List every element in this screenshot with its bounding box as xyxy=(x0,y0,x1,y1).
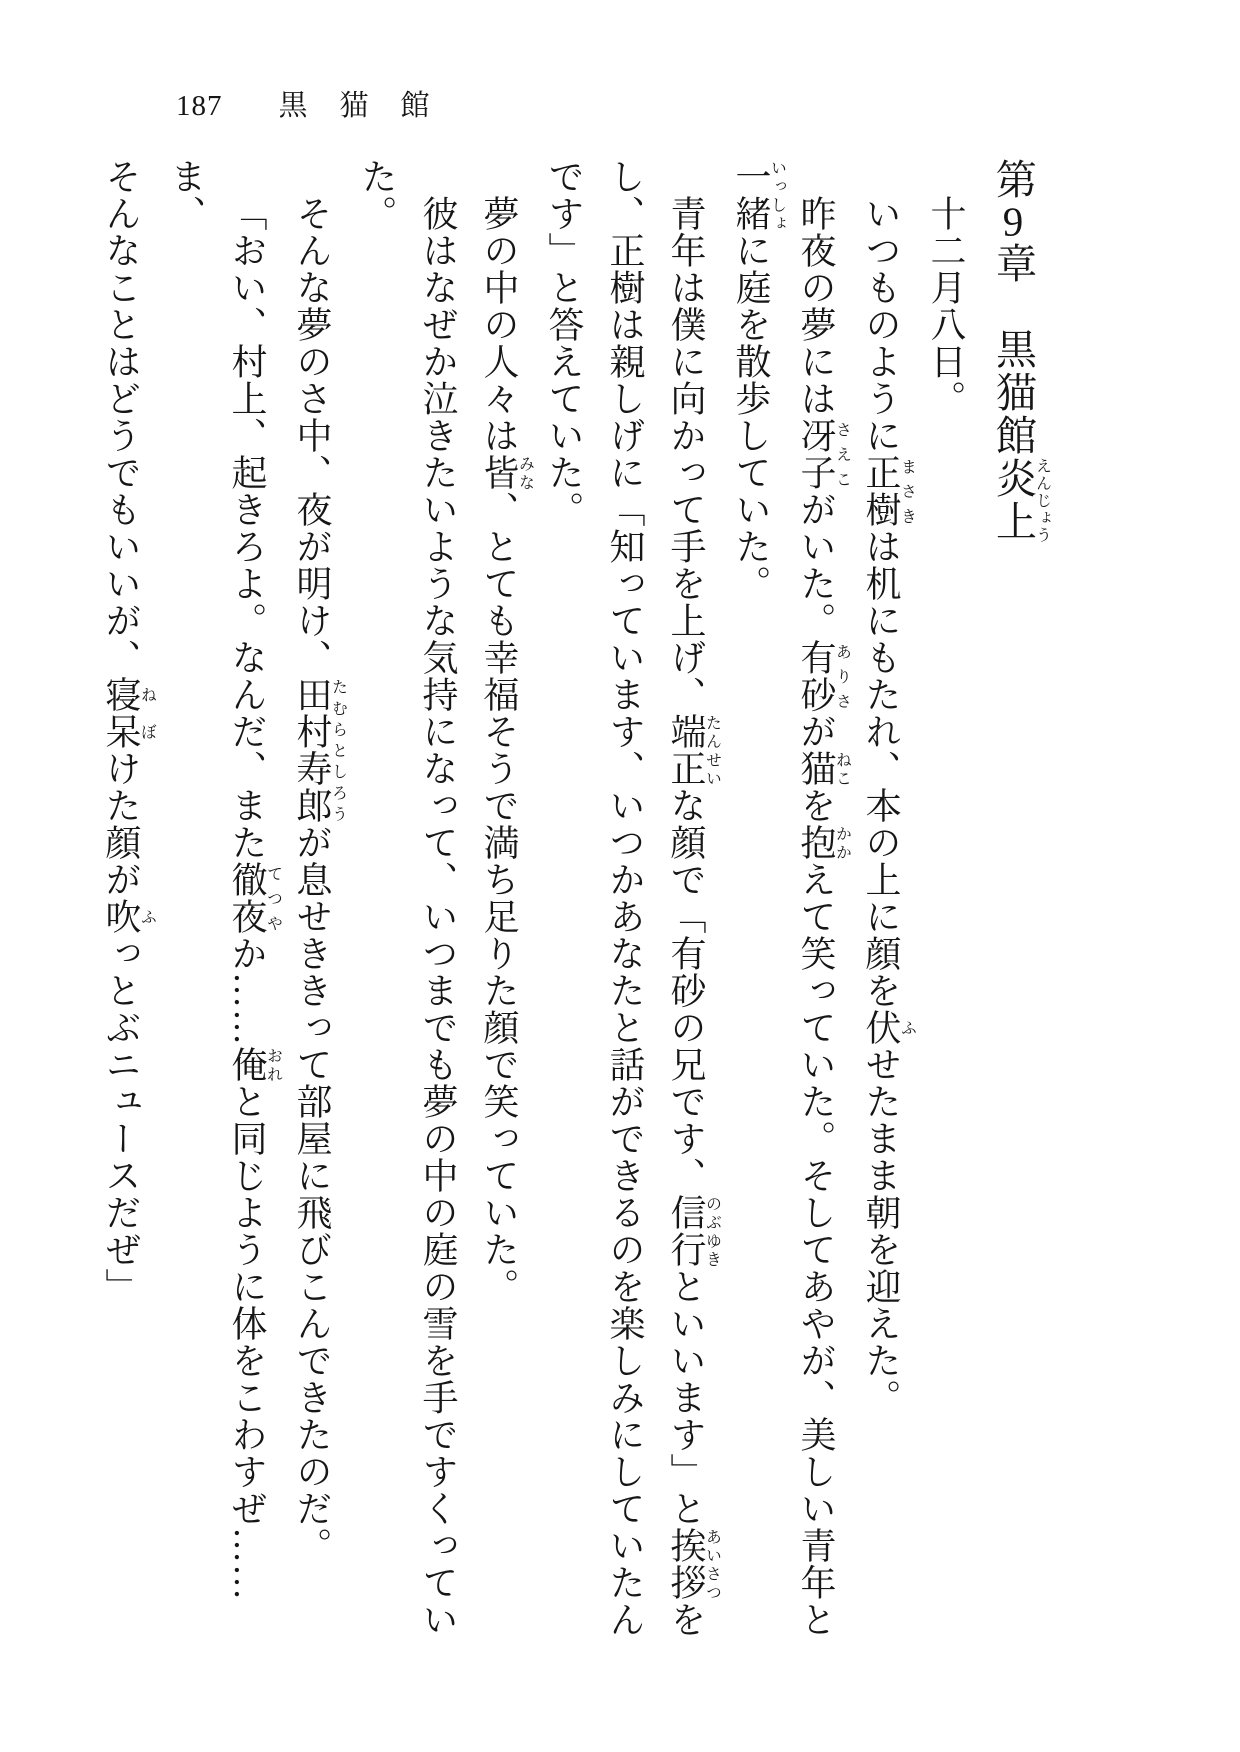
page-number: 187 xyxy=(176,90,223,122)
text-column: た。 xyxy=(357,158,397,232)
text-column: 昨夜の夢には冴子さえこがいた。有砂ありさが猫ねこを抱かかえて笑っていた。そしてあやが、美しい青年と xyxy=(796,195,851,1638)
text-column: いつものように正樹まさきは机にもたれ、本の上に顔を伏ふせたまま朝を迎えた。 xyxy=(861,195,916,1416)
text-column: 「おい、村上、起きろよ。なんだ、また徹夜てつやか……俺おれと同じように体をこわすぜ……ま、 xyxy=(166,158,282,1601)
running-title: 黒猫館 xyxy=(278,90,462,122)
text-column: 夢の中の人々は皆みな、とても幸福そうで満ち足りた顔で笑っていた。 xyxy=(479,195,534,1305)
chapter-title: 第9章 黒猫館炎上えんじょう xyxy=(990,158,1051,543)
text-column: です」と答えていた。 xyxy=(544,158,584,528)
text-column: そんな夢のさ中、夜が明け、田村寿郎たむらとしろうが息せききって部屋に飛びこんできたのだ。 xyxy=(292,195,347,1564)
running-head xyxy=(176,92,462,121)
text-column: 青年は僕に向かって手を上げ、端正たんせいな顔で「有砂の兄です、信行のぶゆきといいます」と挨拶あいさつを xyxy=(666,195,721,1638)
text-column: し、正樹は親しげに「知っています、いつかあなたと話ができるのを楽しみにしていたん xyxy=(605,158,645,1638)
text-column: 一緒いっしょに庭を散歩していた。 xyxy=(731,158,786,602)
main-text xyxy=(90,158,1050,1658)
text-column: 彼はなぜか泣きたいような気持になって、いつまでも夢の中の庭の雪を手ですくってい xyxy=(418,195,458,1638)
text-column: 十二月八日。 xyxy=(926,195,966,417)
text-column: そんなことはどうでもいいが、寝呆ねぼけた顔が吹ふっとぶニュースだぜ」 xyxy=(101,158,156,1305)
